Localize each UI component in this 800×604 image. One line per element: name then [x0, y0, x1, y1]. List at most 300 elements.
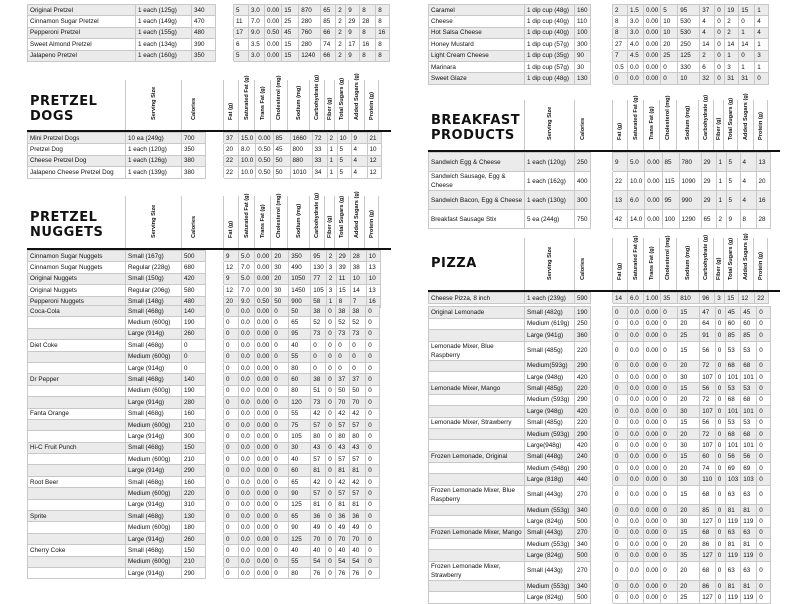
nutrient-value: 107	[700, 406, 716, 417]
serving-size: Small (468g)	[126, 511, 182, 522]
nutrient-value: 3	[755, 50, 769, 61]
column-header: Cholesterol (mg)	[270, 80, 287, 130]
serving-size: 1 each (139g)	[126, 167, 182, 178]
nutrient-value: 51	[311, 385, 326, 396]
serving-size: 1 dip cup (48g)	[525, 5, 575, 16]
nutrient-value: 22	[755, 293, 769, 304]
nutrient-value: 6.0	[628, 293, 644, 304]
nutrient-value: 0.00	[644, 383, 661, 394]
nutrient-value: 10	[678, 73, 700, 84]
nutrient-value: 4.5	[628, 50, 644, 61]
table-row	[429, 153, 771, 172]
nutrient-value: 0	[613, 318, 628, 329]
column-header: Cholesterol (mg)	[659, 100, 676, 150]
nutrient-value: 5	[661, 5, 678, 16]
nutrient-value: 52	[336, 317, 350, 328]
nutrient-value: 110	[700, 474, 716, 485]
item-name	[28, 567, 126, 578]
column-header: Fat (g)	[612, 238, 627, 290]
nutrient-value: 470	[192, 16, 216, 27]
serving-size: Small (443g)	[525, 561, 575, 580]
nutrient-value: 25	[661, 50, 678, 61]
nutrient-value: 10.0	[239, 167, 256, 178]
nutrient-value: 75	[289, 419, 311, 430]
column-header: Total Sugars (g)	[723, 100, 737, 150]
nutrient-value: 29	[701, 172, 716, 191]
column-header: Carbohydrate (g)	[698, 238, 713, 290]
nutrient-value: 0.00	[645, 172, 662, 191]
nutrient-value: 0	[272, 556, 289, 567]
nutrient-value: 0	[661, 318, 678, 329]
nutrient-value: 0	[715, 394, 725, 405]
nutrient-value: 10	[337, 133, 351, 144]
nutrient-value: 260	[182, 533, 206, 544]
nutrient-value: 0	[757, 360, 771, 371]
nutrient-value: 0.00	[255, 419, 272, 430]
nutrient-value: 0	[715, 50, 725, 61]
nutrient-value: 81	[741, 539, 757, 550]
nutrient-value: 0	[715, 360, 725, 371]
nutrient-value: 72	[312, 133, 327, 144]
column-header: Trans Fat (g)	[254, 196, 270, 248]
nutrient-value: 43	[336, 442, 350, 453]
serving-size: Medium (600g)	[126, 488, 182, 499]
table-row	[28, 340, 380, 351]
nutrient-value: 0	[272, 397, 289, 408]
item-name: Cinnamon Sugar Nuggets	[28, 262, 126, 273]
item-name: Cheese	[429, 16, 525, 27]
table-row	[429, 550, 771, 561]
nutrient-value: 101	[741, 406, 757, 417]
nutrient-value: 3.5	[249, 39, 265, 50]
serving-size: Large (948g)	[525, 371, 575, 382]
nutrient-value: 0	[661, 371, 678, 382]
nutrient-value: 0	[757, 485, 771, 504]
table-row	[28, 273, 381, 284]
nutrient-value: 8	[613, 16, 628, 27]
nutrient-value: 4	[351, 144, 367, 155]
nutrient-value: 0	[366, 567, 380, 578]
column-header: Carbohydrate (g)	[309, 80, 324, 130]
nutrient-value: 2	[613, 5, 628, 16]
nutrient-value: 220	[575, 417, 591, 428]
nutrient-value: 50	[336, 385, 350, 396]
serving-size: Medium (600g)	[126, 419, 182, 430]
nutrient-value: 0.0	[628, 550, 644, 561]
column-header: Total Sugars (g)	[334, 196, 348, 248]
serving-size: Small (468g)	[126, 442, 182, 453]
nutrient-value: 0	[715, 341, 725, 360]
item-name: Lemonade Mixer, Blue Raspberry	[429, 341, 525, 360]
nutrient-value: 10	[661, 27, 678, 38]
nutrient-value: 15	[678, 383, 700, 394]
nutrient-value: 20	[272, 273, 289, 284]
nutrient-value: 40	[289, 545, 311, 556]
nutrient-value: 1	[739, 27, 755, 38]
nutrient-value: 0.00	[644, 550, 661, 561]
nutrient-value: 0	[661, 451, 678, 462]
nutrient-value: 680	[182, 262, 206, 273]
nutrient-value: 50	[289, 306, 311, 317]
serving-size: Medium (553g)	[525, 580, 575, 591]
nutrient-value: 0	[366, 328, 380, 339]
table-row	[429, 50, 769, 61]
nutrient-value: 0	[661, 330, 678, 341]
nutrient-value: 0	[326, 408, 336, 419]
dips-panel	[428, 4, 769, 85]
nutrient-value: 68	[725, 394, 741, 405]
nutrient-value: 66	[321, 50, 336, 61]
nutrient-value: 119	[741, 550, 757, 561]
nutrient-value: 20	[678, 394, 700, 405]
nutrient-value: 30	[678, 371, 700, 382]
nutrient-value: 0	[661, 504, 678, 515]
nutrient-value: 25	[678, 592, 700, 603]
table-row	[28, 5, 390, 16]
nutrient-value: 0	[661, 307, 678, 318]
item-name: Pretzel Dog	[28, 144, 126, 155]
nutrient-value: 0.0	[628, 330, 644, 341]
item-name: Mini Pretzel Dogs	[28, 133, 126, 144]
nutrient-value: 72	[700, 394, 716, 405]
item-name	[429, 406, 525, 417]
nutrient-value: 101	[741, 440, 757, 451]
nutrient-value: 0.00	[255, 442, 272, 453]
nutrient-value: 130	[182, 511, 206, 522]
nutrient-value: 0.00	[255, 351, 272, 362]
nutrient-value: 2	[725, 27, 739, 38]
column-header: Serving Size	[125, 80, 181, 130]
nutrient-value: 420	[575, 440, 591, 451]
table-row	[28, 262, 381, 273]
nutrient-value: 0.00	[644, 50, 661, 61]
nutrient-value: 310	[182, 499, 206, 510]
nutrient-value: 105	[311, 285, 327, 296]
nutrient-value: 37	[224, 133, 239, 144]
nutrient-value: 130	[311, 262, 327, 273]
pretzel-dogs-header	[27, 73, 391, 132]
nutrient-value: 70	[336, 533, 350, 544]
nutrient-value: 63	[725, 485, 741, 504]
nutrient-value: 20	[224, 144, 239, 155]
table-row	[28, 362, 380, 373]
nutrient-value: 37	[336, 374, 350, 385]
sodas-table	[27, 305, 380, 579]
nutrient-value: 140	[182, 306, 206, 317]
nutrient-value: 0	[366, 499, 380, 510]
nutrient-value: 0	[350, 362, 366, 373]
nutrient-value: 8.0	[239, 144, 256, 155]
nutrient-value: 9	[613, 153, 628, 172]
nutrient-value: 60	[289, 465, 311, 476]
nutrient-value: 56	[700, 417, 716, 428]
column-header: Calories	[574, 100, 590, 150]
nutrient-value: 0	[613, 561, 628, 580]
column-headers	[125, 196, 205, 248]
table-row	[28, 533, 380, 544]
nutrient-value: 0	[715, 592, 725, 603]
item-name: Fanta Orange	[28, 408, 126, 419]
nutrient-value: 2	[336, 16, 346, 27]
item-name	[429, 371, 525, 382]
nutrient-value: 0	[715, 371, 725, 382]
nutrient-value: 0	[757, 527, 771, 538]
nutrient-value: 0	[661, 485, 678, 504]
nutrient-value: 0	[326, 454, 336, 465]
nutrient-value: 300	[575, 39, 591, 50]
nutrient-value: 0.0	[239, 419, 255, 430]
nutrient-value: 8	[740, 210, 756, 229]
table-row	[429, 516, 771, 527]
serving-size: Large (914g)	[126, 499, 182, 510]
nutrient-value: 0	[224, 567, 239, 578]
nutrient-value: 81	[741, 504, 757, 515]
item-name: Cheese Pizza, 8 inch	[429, 293, 525, 304]
nutrient-value: 0	[613, 539, 628, 550]
nutrient-value: 130	[575, 73, 591, 84]
nutrient-value: 0	[272, 385, 289, 396]
nutrient-value: 8	[360, 5, 376, 16]
nutrient-value: 54	[350, 556, 366, 567]
nutrient-value: 0	[272, 328, 289, 339]
serving-size: Large (818g)	[525, 474, 575, 485]
nutrient-value: 8	[336, 296, 350, 307]
nutrient-value: 0.0	[239, 522, 255, 533]
nutrient-value: 50	[273, 167, 290, 178]
nutrient-value: 0	[366, 522, 380, 533]
nutrient-value: 2	[336, 5, 346, 16]
nutrient-value: 42	[350, 476, 366, 487]
nutrient-value: 73	[350, 328, 366, 339]
nutrient-value: 0	[326, 374, 336, 385]
nutrient-value: 0.00	[255, 285, 272, 296]
nutrient-value: 30	[272, 285, 289, 296]
nutrient-value: 85	[741, 330, 757, 341]
nutrient-value: 63	[725, 527, 741, 538]
nutrient-value: 0.0	[628, 61, 644, 72]
pretzel-nuggets-table	[27, 250, 381, 308]
serving-size: Medium (600g)	[126, 317, 182, 328]
item-name: Breakfast Sausage Stix	[429, 210, 525, 229]
nutrient-value: 85	[700, 504, 716, 515]
nutrient-value: 95	[662, 191, 679, 210]
nutrient-value: 47	[700, 307, 716, 318]
nutrient-value: 480	[192, 27, 216, 38]
nutrient-value: 2	[336, 50, 346, 61]
serving-size: Small (443g)	[525, 527, 575, 538]
nutrient-value: 0.0	[628, 592, 644, 603]
nutrient-value: 0.0	[239, 328, 255, 339]
nutrient-value: 12	[224, 262, 239, 273]
nutrient-value: 49	[311, 522, 326, 533]
column-headers	[125, 80, 205, 130]
nutrient-value: 29	[336, 251, 350, 262]
nutrient-value: 2	[725, 16, 739, 27]
table-row	[429, 318, 771, 329]
nutrient-value: 0	[224, 362, 239, 373]
nutrient-value: 3.0	[628, 16, 644, 27]
nutrient-value: 1660	[290, 133, 312, 144]
nutrient-value: 0	[739, 50, 755, 61]
nutrient-value: 0	[715, 406, 725, 417]
nutrient-value: 0	[350, 351, 366, 362]
nutrient-value: 0	[715, 16, 725, 27]
nutrient-value: 2	[336, 27, 346, 38]
column-header: Sodium (mg)	[287, 80, 309, 130]
nutrient-value: 1	[755, 39, 769, 50]
nutrient-value: 0.00	[644, 580, 661, 591]
nutrient-value: 4	[755, 16, 769, 27]
table-row	[429, 371, 771, 382]
table-row	[429, 191, 771, 210]
nutrient-value: 30	[678, 440, 700, 451]
nutrient-value: 20	[678, 318, 700, 329]
nutrient-value: 2	[700, 50, 715, 61]
nutrient-value: 0.00	[255, 454, 272, 465]
nutrient-value: 0	[326, 419, 336, 430]
nutrient-value: 101	[725, 440, 741, 451]
serving-size: Small (150g)	[126, 273, 182, 284]
nutrient-value: 0	[311, 362, 326, 373]
nutrient-value: 590	[575, 293, 591, 304]
item-name: Sandwich Egg & Cheese	[429, 153, 525, 172]
item-name: Caramel	[429, 5, 525, 16]
table-row	[28, 488, 380, 499]
nutrient-value: 80	[336, 431, 350, 442]
nutrient-value: 280	[299, 39, 321, 50]
item-name: Frozen Lemonade Mixer, Strawberry	[429, 561, 525, 580]
nutrient-value: 21	[367, 133, 381, 144]
nutrient-value: 12	[367, 155, 381, 166]
nutrient-value: 0	[757, 504, 771, 515]
nutrient-value: 0.00	[255, 408, 272, 419]
nutrient-value: 10	[366, 251, 380, 262]
nutrient-value: 120	[289, 397, 311, 408]
nutrient-value: 40	[289, 454, 311, 465]
nutrient-value: 490	[289, 262, 311, 273]
nutrient-value: 5	[337, 144, 351, 155]
nutrient-value: 0.00	[644, 463, 661, 474]
nutrient-value: 14.0	[628, 210, 645, 229]
nutrient-value: 420	[575, 371, 591, 382]
dips-table	[428, 4, 769, 85]
nutrient-value: 0	[613, 341, 628, 360]
pretzel-dogs-panel	[27, 73, 391, 179]
nutrient-value: 68	[700, 527, 716, 538]
nutrient-value: 990	[679, 191, 701, 210]
nutrient-value: 0	[366, 419, 380, 430]
nutrient-value: 0	[757, 341, 771, 360]
nutrient-value: 31	[739, 73, 755, 84]
table-row	[28, 385, 380, 396]
nutrient-value: 15	[725, 293, 739, 304]
nutrient-value: 0.00	[644, 474, 661, 485]
nutrient-value: 0	[757, 463, 771, 474]
nutrient-value: 20	[756, 172, 770, 191]
table-row	[429, 5, 769, 16]
nutrient-value: 0	[661, 580, 678, 591]
table-row	[28, 476, 380, 487]
nutrient-value: 15	[282, 5, 299, 16]
nutrient-value: 0	[326, 556, 336, 567]
nutrient-value: 81	[311, 499, 326, 510]
table-row	[28, 251, 381, 262]
nutrient-value: 0	[661, 592, 678, 603]
table-row	[28, 317, 380, 328]
nutrient-value: 81	[350, 465, 366, 476]
table-row	[28, 419, 380, 430]
nutrient-value: 34	[312, 167, 327, 178]
nutrient-value: 350	[192, 50, 216, 61]
nutrient-value: 1	[327, 155, 337, 166]
nutrient-value: 15	[678, 341, 700, 360]
nutrient-value: 250	[575, 153, 591, 172]
item-name	[28, 328, 126, 339]
nutrient-value: 0	[661, 440, 678, 451]
nutrient-value: 69	[725, 463, 741, 474]
nutrient-value: 0.00	[255, 499, 272, 510]
nutrient-value: 0.0	[628, 417, 644, 428]
nutrient-value: 480	[182, 296, 206, 307]
item-name	[28, 385, 126, 396]
nutrient-value: 0	[224, 385, 239, 396]
item-name: Diet Coke	[28, 340, 126, 351]
nutrient-value: 150	[182, 545, 206, 556]
nutrient-value: 4	[700, 27, 715, 38]
nutrient-value: 0	[272, 545, 289, 556]
nutrient-value: 11	[336, 273, 350, 284]
nutrient-value: 0.0	[628, 539, 644, 550]
nutrient-value: 0.0	[239, 317, 255, 328]
nutrient-value: 420	[575, 406, 591, 417]
pretzels-table	[27, 4, 390, 62]
nutrient-value: 1	[725, 50, 739, 61]
nutrient-value: 90	[289, 488, 311, 499]
table-row	[429, 360, 771, 371]
serving-size: 1 dip cup (40g)	[525, 16, 575, 27]
nutrient-value: 5.0	[239, 273, 255, 284]
nutrient-value: 30	[678, 474, 700, 485]
column-header: Added Sugars (g)	[737, 238, 753, 290]
nutrient-value: 780	[679, 153, 701, 172]
nutrient-value: 0.0	[239, 511, 255, 522]
nutrient-value: 0	[224, 431, 239, 442]
nutrient-value: 50	[350, 385, 366, 396]
nutrient-value: 0	[326, 488, 336, 499]
nutrient-value: 22	[224, 167, 239, 178]
nutrient-value: 30	[289, 442, 311, 453]
nutrient-value: 1	[716, 172, 726, 191]
nutrient-value: 0	[715, 428, 725, 439]
nutrient-value: 220	[575, 383, 591, 394]
nutrient-value: 3.0	[628, 27, 644, 38]
nutrient-value: 0	[757, 330, 771, 341]
nutrient-value: 12	[739, 293, 755, 304]
column-header: Added Sugars (g)	[348, 196, 364, 248]
nutrient-value: 7.0	[249, 16, 265, 27]
nutrient-value: 800	[290, 144, 312, 155]
nutrient-value: 65	[289, 476, 311, 487]
nutrient-value: 9	[224, 251, 239, 262]
pizza-header	[428, 233, 780, 292]
table-row	[429, 592, 771, 603]
nutrient-value: 96	[700, 293, 715, 304]
nutrient-value: 103	[725, 474, 741, 485]
nutrient-value: 3.0	[249, 50, 265, 61]
nutrient-value: 0	[224, 465, 239, 476]
nutrient-value: 0.0	[628, 394, 644, 405]
serving-size: Regular (206g)	[126, 285, 182, 296]
